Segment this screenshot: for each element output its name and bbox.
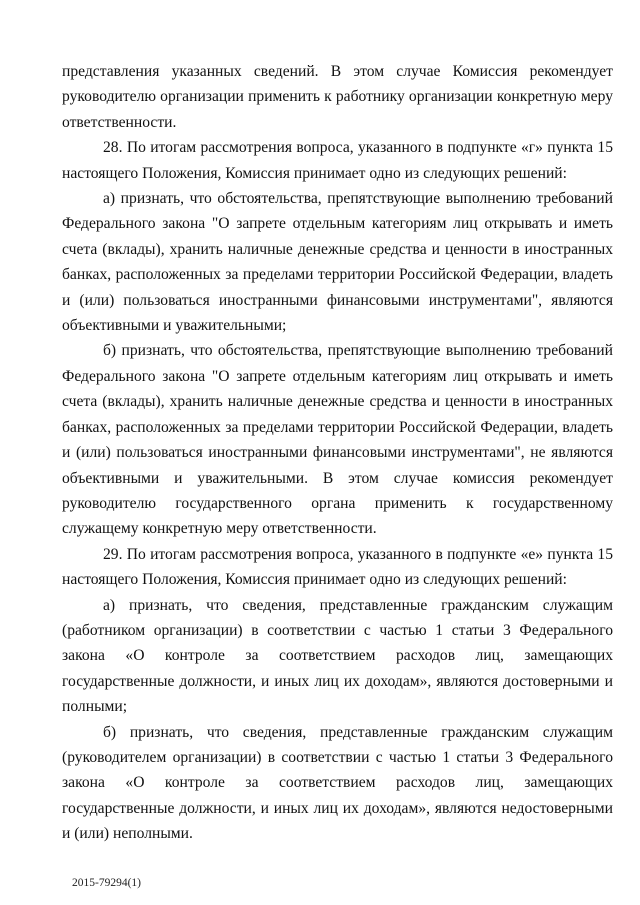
paragraph-item-28-a: а) признать, что обстоятельства, препятствующие выполнению требований Федерального закона "О запрете отдельным категориям лиц открывать и иметь счета (вклады), хранить наличные денежные средства и ценности в иностранных банках, расположенных за пределами территории Российской Федерации, владеть и (или) пользоваться иностранными финансовыми инструментами", являются объективными и уважительными; — [62, 190, 613, 335]
paragraph-item-29: 29. По итогам рассмотрения вопроса, указанного в подпункте «е» пункта 15 настоящего Положения, Комиссия принимает одно из следующих решений: — [62, 545, 613, 589]
document-registration-code: 2015-79294(1) — [72, 877, 141, 889]
paragraph-item-29-a: а) признать, что сведения, представленные гражданским служащим (работником организации) в соответствии с частью 1 статьи 3 Федерального закона «О контроле за соответствием расходов лиц, замещающих государственные должности, и иных лиц их доходам», являются достоверными и полными; — [62, 596, 613, 716]
paragraph-item-28-b: б) признать, что обстоятельства, препятствующие выполнению требований Федерального закона "О запрете отдельным категориям лиц открывать и иметь счета (вклады), хранить наличные денежные средства и ценности в иностранных банках, расположенных за пределами территории Российской Федерации, владеть и (или) пользоваться иностранными финансовыми инструментами", не являются объективными и уважительными. В этом случае комиссия рекомендует руководителю государственного органа применить к государственному служащему конкретную меру ответственности. — [62, 342, 613, 538]
paragraph-continuation: представления указанных сведений. В этом случае Комиссия рекомендует руководителю организации применить к работнику организации конкретную меру ответственности. — [62, 63, 613, 131]
document-body — [62, 59, 613, 847]
paragraph-item-29-b: б) признать, что сведения, представленные гражданским служащим (руководителем организации) в соответствии с частью 1 статьи 3 Федерального закона «О контроле за соответствием расходов лиц, замещающих государственные должности, и иных лиц их доходам», являются недостоверными и (или) неполными. — [62, 723, 613, 843]
paragraph-item-28: 28. По итогам рассмотрения вопроса, указанного в подпункте «г» пункта 15 настоящего Положения, Комиссия принимает одно из следующих решений: — [62, 139, 613, 182]
